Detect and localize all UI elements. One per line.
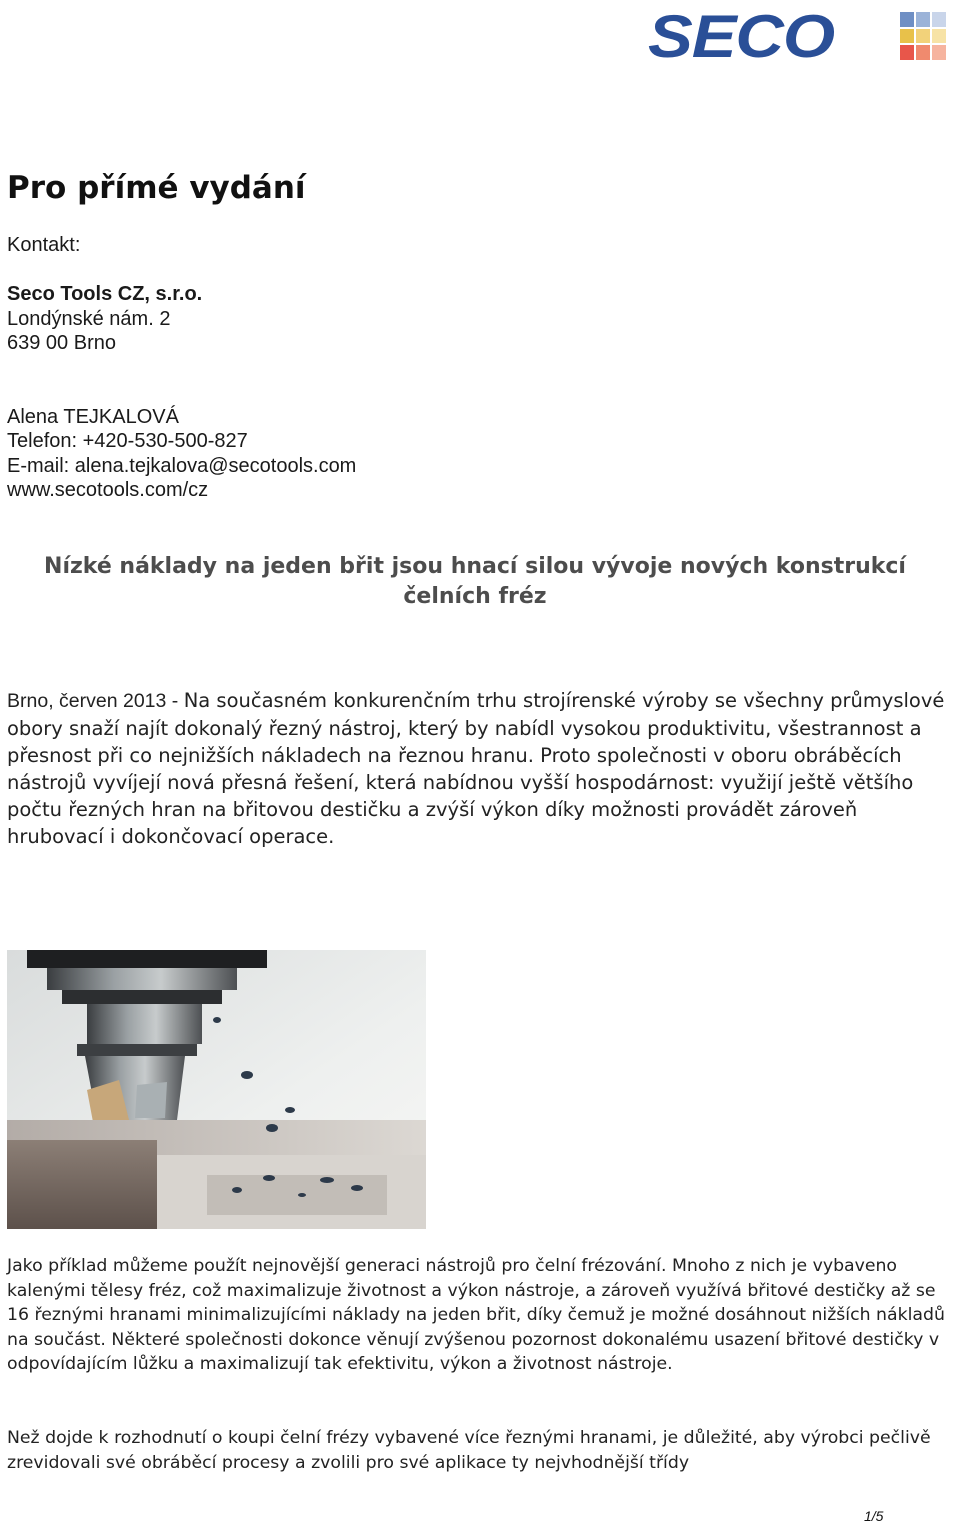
seco-logo	[648, 3, 950, 70]
contact-person: Alena TEJKALOVÁ	[7, 405, 179, 428]
face-milling-photo	[7, 950, 426, 1229]
contact-block	[7, 233, 356, 503]
article-headline: Nízké náklady na jeden břit jsou hnací silou vývoje nových konstrukcí čelních fréz	[44, 554, 906, 609]
dateline: Brno, červen 2013 -	[7, 690, 184, 712]
company-city: 639 00 Brno	[7, 332, 116, 354]
intro-paragraph	[7, 687, 953, 850]
intro-text: Na současném konkurenčním trhu strojírenské výroby se všechny průmyslové obory snaží najít dokonalý řezný nástroj, který by nabídl vysokou produktivitu, všestrannost a přesnost při co nejnižších nákladech na řeznou hranu. Proto společnosti v oboru obráběcích nástrojů vyvíjejí nová přesná řešení, která nabídnou vyšší hospodárnost: využijí ještě většího počtu řezných hran na břitovou destičku a zvýší výkon díky možnosti provádět zároveň hrubovací i dokončovací operace.	[7, 689, 945, 848]
company-street: Londýnské nám. 2	[7, 307, 171, 330]
contact-phone: Telefon: +420-530-500-827	[7, 430, 248, 452]
body-paragraph-3: Než dojde k rozhodnutí o koupi čelní frézy vybavené více řeznými hranami, je důležité, aby výrobci pečlivě zrevidovali své obráběcí procesy a zvolili pro své aplikace ty nejvhodnější třídy	[7, 1428, 931, 1473]
body-paragraph-2: Jako příklad můžeme použít nejnovější generaci nástrojů pro čelní frézování. Mnoho z nich je vybaveno kalenými tělesy fréz, což maximalizuje životnost a výkon nástroje, a zároveň využívá břitové destičky až se 16 řeznými hranami minimalizujícími náklady na jeden břit, díky čemuž je možné dosáhnout nižších nákladů na součást. Některé společnosti dokonce věnují zvýšenou pozornost dokonalému usazení břitové destičky v odpovídajícím lůžku a maximalizují tak efektivitu, výkon a životnost nástroje.	[7, 1256, 945, 1375]
logo-wordmark: SECO	[648, 3, 834, 70]
page-number: 1/5	[864, 1508, 884, 1524]
logo-squares-icon	[900, 12, 946, 60]
contact-website[interactable]: www.secotools.com/cz	[7, 479, 209, 501]
contact-email[interactable]: E-mail: alena.tejkalova@secotools.com	[7, 454, 357, 477]
company-name: Seco Tools CZ, s.r.o.	[7, 283, 203, 305]
page-title: Pro přímé vydání	[7, 170, 306, 206]
contact-label: Kontakt:	[7, 234, 81, 256]
